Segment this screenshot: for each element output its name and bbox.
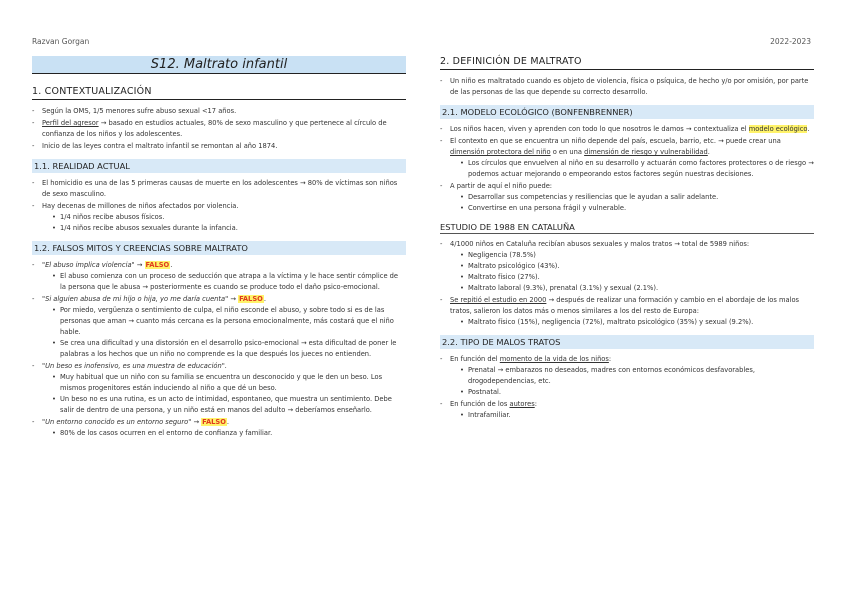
modelo-list	[440, 124, 814, 214]
section-heading-falsos-mitos: 1.2. FALSOS MITOS Y CREENCIAS SOBRE MALTRATO	[32, 241, 406, 255]
sub-list	[450, 317, 814, 328]
list-item: - "El abuso implica violencia" → FALSO. • El abuso comienza con un proceso de seducción que atrapa a la víctima y le hace sentir cómplice de la persona que le abusa → posteriormente es cuando se produce todo el daño psico-emocional.	[32, 260, 406, 293]
sub-list-item: • 1/4 niños recibe abusos físicos.	[42, 212, 406, 223]
author-name: Razvan Gorgan	[32, 37, 90, 46]
sub-list-item: • Se crea una dificultad y una distorsión en el desarrollo psico-emocional → esta dificultad de poner le palabras a los hechos que un niño no comprende es la que después los jueces no entienden.	[42, 338, 406, 360]
text: :	[608, 355, 612, 363]
text: o en una	[550, 148, 585, 156]
list-item	[440, 354, 814, 398]
left-column	[32, 56, 406, 440]
underlined-term: dimensión protectora del niño	[450, 148, 551, 156]
tipos-list	[440, 354, 814, 421]
sub-list-item: • Por miedo, vergüenza o sentimiento de culpa, el niño esconde el abuso, y sobre todo si es de las personas que aman → cuanto más cercana es la persona emocionalmente, más costará que el niño hable.	[42, 305, 406, 338]
section-heading-contextualizacion: 1. CONTEXTUALIZACIÓN	[32, 86, 406, 100]
text: .	[807, 125, 810, 133]
sub-list-item: • Prenatal → embarazos no deseados, madres con entornos económicos desfavorables, drogodependencias, etc.	[450, 365, 814, 387]
highlighted-term: modelo ecológico	[748, 125, 808, 133]
list-item	[440, 295, 814, 328]
text: El contexto en que se encuentra un niño depende del país, escuela, barrio, etc. → puede crear una	[450, 137, 781, 145]
sub-list-item: • Muy habitual que un niño con su familia se encuentra un desconocido y que le den un beso. Los mismos progenitores están induciendo al niño a que dé un beso.	[42, 372, 406, 394]
list-item	[440, 181, 814, 214]
text: → basado en estudios actuales, 80% de sexo masculino y que pertenece al círculo de confianza de los niños y los adolescentes.	[42, 119, 387, 138]
sub-list-item: • Un beso no es una rutina, es un acto de intimidad, espontaneo, que muestra un sentimiento. Debe salir de dentro de una persona, y un niño está en manos del adulto → deberíamos enseñarlo.	[42, 394, 406, 416]
sub-list	[42, 372, 406, 416]
sub-list-item: • Maltrato físico (15%), negligencia (72%), maltrato psicológico (35%) y sexual (9.2%).	[450, 317, 814, 328]
sub-list-item: • Maltrato psicológico (43%).	[450, 261, 814, 272]
estudio-list	[440, 239, 814, 328]
list-item	[32, 361, 406, 416]
section-heading-modelo-ecologico: 2.1. MODELO ECOLÓGICO (BONFENBRENNER)	[440, 105, 814, 119]
list-item: - Según la OMS, 1/5 menores sufre abuso sexual <17 años.	[32, 106, 406, 117]
text: En función de los	[450, 400, 510, 408]
text: 4/1000 niños en Cataluña recibían abusos sexuales y malos tratos → total de 5989 niños:	[450, 240, 750, 248]
myth-quote: "Un entorno conocido es un entorno seguro"	[42, 418, 192, 426]
realidad-list	[32, 178, 406, 234]
text: Los niños hacen, viven y aprenden con todo lo que nosotros le damos → contextualiza el	[450, 125, 749, 133]
myth-quote: "Si alguien abusa de mi hijo o hija, yo me daría cuenta"	[42, 295, 229, 303]
list-item	[32, 201, 406, 234]
academic-year: 2022-2023	[770, 37, 811, 46]
section-heading-definicion: 2. DEFINICIÓN DE MALTRATO	[440, 56, 814, 70]
list-item	[440, 124, 814, 135]
section-heading-estudio-1988: ESTUDIO DE 1988 EN CATALUÑA	[440, 221, 814, 234]
underlined-term: Se repitió el estudio en 2000	[450, 296, 547, 304]
sub-list	[450, 158, 814, 180]
sub-list-item: • El abuso comienza con un proceso de seducción que atrapa a la víctima y le hace sentir cómplice de la persona que le abusa → posteriormente es cuando se produce todo el daño psico-emocional.	[42, 271, 406, 293]
false-badge: FALSO	[239, 295, 263, 303]
sub-list-item: • 80% de los casos ocurren en el entorno de confianza y familiar.	[42, 428, 406, 439]
sub-list-item: • Postnatal.	[450, 387, 814, 398]
section-heading-tipo-malos-tratos: 2.2. TIPO DE MALOS TRATOS	[440, 335, 814, 349]
text: Hay decenas de millones de niños afectados por violencia.	[42, 202, 239, 210]
sub-list	[450, 410, 814, 421]
list-item	[32, 118, 406, 140]
sub-list-item: • Maltrato laboral (9.3%), prenatal (3.1%) y sexual (2.1%).	[450, 283, 814, 294]
section-heading-realidad-actual: 1.1. REALIDAD ACTUAL	[32, 159, 406, 173]
text: En función del	[450, 355, 500, 363]
underlined-term: momento de la vida de los niños	[499, 355, 609, 363]
right-column	[440, 56, 814, 422]
list-item	[440, 239, 814, 294]
myth-quote: "Un beso es inofensivo, es una muestra de educación".	[42, 362, 227, 370]
list-item: - El homicidio es una de las 5 primeras causas de muerte en los adolescentes → 80% de víctimas son niños de sexo masculino.	[32, 178, 406, 200]
underlined-term: autores	[509, 400, 535, 408]
text: → después de realizar una formación y cambio en el abordaje de los malos tratos, salieron los datos más o menos similares a los del resto de Europa:	[450, 296, 800, 315]
list-item	[440, 136, 814, 180]
sub-list	[42, 428, 406, 439]
definicion-list	[440, 76, 814, 98]
sub-list-item: • Los círculos que envuelven al niño en su desarrollo y actuarán como factores protectores o de riesgo → podemos actuar mejorando o empeorando estos factores según nuestras decisiones.	[450, 158, 814, 180]
sub-list	[450, 192, 814, 214]
mitos-list	[32, 260, 406, 439]
false-badge: FALSO	[202, 418, 226, 426]
contextualizacion-list	[32, 106, 406, 152]
sub-list-item: • 1/4 niños recibe abusos sexuales durante la infancia.	[42, 223, 406, 234]
list-item: - "Si alguien abusa de mi hijo o hija, yo me daría cuenta" → FALSO. • Por miedo, vergüenza o sentimiento de culpa, el niño esconde el abuso, y sobre todo si es de las personas que aman → cuanto más cercana es la persona emocionalmente, más costará que el niño hable. • Se crea una dificultad y una distorsión en el desarrollo psico-emocional → esta dificultad de poner le palabras a los hechos que un niño no comprende es la que después los jueces no entienden.	[32, 294, 406, 360]
sub-list-item: • Desarrollar sus competencias y resiliencias que le ayudan a salir adelante.	[450, 192, 814, 203]
sub-list-item: • Negligencia (78.5%)	[450, 250, 814, 261]
sub-list-item: • Convertirse en una persona frágil y vulnerable.	[450, 203, 814, 214]
underlined-term: dimensión de riesgo y vulnerabilidad	[584, 148, 708, 156]
list-item: - Inicio de las leyes contra el maltrato infantil se remontan al año 1874.	[32, 141, 406, 152]
false-badge: FALSO	[145, 261, 170, 269]
sub-list-item: • Maltrato físico (27%).	[450, 272, 814, 283]
text: :	[534, 400, 537, 408]
myth-quote: "El abuso implica violencia"	[42, 261, 135, 269]
sub-list	[42, 212, 406, 234]
text: .	[707, 148, 710, 156]
underlined-term: Perfil del agresor	[42, 119, 99, 127]
sub-list-item: • Intrafamiliar.	[450, 410, 814, 421]
sub-list	[42, 271, 406, 293]
page-title: S12. Maltrato infantil	[32, 56, 406, 74]
text: A partir de aquí el niño puede:	[450, 182, 553, 190]
list-item: - Un niño es maltratado cuando es objeto de violencia, física o psíquica, de hecho y/o por omisión, por parte de las personas de las que depende su correcto desarrollo.	[440, 76, 814, 98]
sub-list	[450, 250, 814, 294]
sub-list	[42, 305, 406, 360]
list-item: - "Un entorno conocido es un entorno seguro" → FALSO. • 80% de los casos ocurren en el entorno de confianza y familiar.	[32, 417, 406, 439]
sub-list	[450, 365, 814, 398]
list-item	[440, 399, 814, 421]
